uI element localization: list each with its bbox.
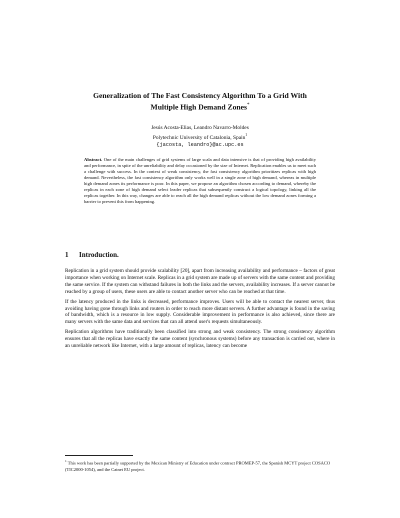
section-body <box>65 268 335 353</box>
abstract-text: One of the main challenges of grid systems of large scala and data intensive is that of providing high availability and performance, in spite of the unreliability and delay occasioned by the size of Internet. Replication enables us to meet such a challenge with success. In the context of weak consistency, the fast consistency algorithm prioritizes replicas with high demand. Nevertheless, the fast consistency algorithm only works well in a single zone of high demand, whereas in multiple high demand zones its performance is poor. In this paper, we propose an algorithm chosen according to demand, whereby the replicas in each zone of high demand select leader replicas that subsequently construct a logical topology, linking all the replicas together. In this way, changes are able to reach all the high demand replicas without the low demand zones forming a barrier to prevent this from happening. <box>84 157 316 205</box>
footnote-divider <box>65 455 133 456</box>
footnote-text: This work has been partially supported by the Mexican Ministry of Education under contract PROMEP-57, the Spanish MCYT project COSACO (TIC2000-1054), and the Catnet EU project. <box>65 460 331 472</box>
author-block <box>84 125 316 149</box>
affiliation-footnote-mark: 1 <box>245 133 248 138</box>
body-paragraph: Replication algorithms have traditionally been classified into strong and weak consistency. The strong consistency algorithm ensures that all the replicas have exactly the same content (synchronous systems) before any transaction is carried out, where in an unreliable network like Internet, with a large amount of replicas, latency can become <box>65 329 335 350</box>
section-number: 1 <box>65 251 69 259</box>
abstract-label: Abstract. <box>84 157 103 162</box>
footnote <box>65 458 335 473</box>
section-heading <box>65 251 335 260</box>
affiliation-text: Polytechnic University of Catalonia, Spain <box>152 135 246 141</box>
paper-title-text: Generalization of The Fast Consistency Algorithm To a Grid With Multiple High Demand Zones <box>93 91 307 112</box>
paper-title <box>84 91 316 113</box>
body-paragraph: If the latency produced in the links is decreased, performance improves. Users will be able to contact the nearest server, thus avoiding having gone through links and routers in order to reach more distant servers. A further advantage is found in the saving of bandwidth, which is a resource in low supply. Considerable improvement in performance is also achieved, since there are many servers with the same data and services that can all attend user's requests simultaneously. <box>65 298 335 326</box>
body-paragraph: Replication in a grid system should provide scalability [20], apart from increasing availability and performance – factors of great importance when working on Internet scale. Replicas in a grid system are made up of servers with the same content and providing the same service. If the system can withstand failures in both the links and the servers, availability increases. If a server cannot be reached by a group of users, these users are able to contact another server who can be reached at that time. <box>65 268 335 295</box>
author-affiliation <box>84 132 316 142</box>
author-names: Jesús Acosta-Elias, Leandro Navarro-Moldes <box>151 125 249 131</box>
footnote-mark: 1 <box>65 459 67 463</box>
title-footnote-mark: * <box>246 103 250 108</box>
section-title: Introduction. <box>79 251 119 259</box>
abstract <box>84 157 316 205</box>
author-emails: {jacosta, leandro}@ac.upc.es <box>156 142 244 149</box>
